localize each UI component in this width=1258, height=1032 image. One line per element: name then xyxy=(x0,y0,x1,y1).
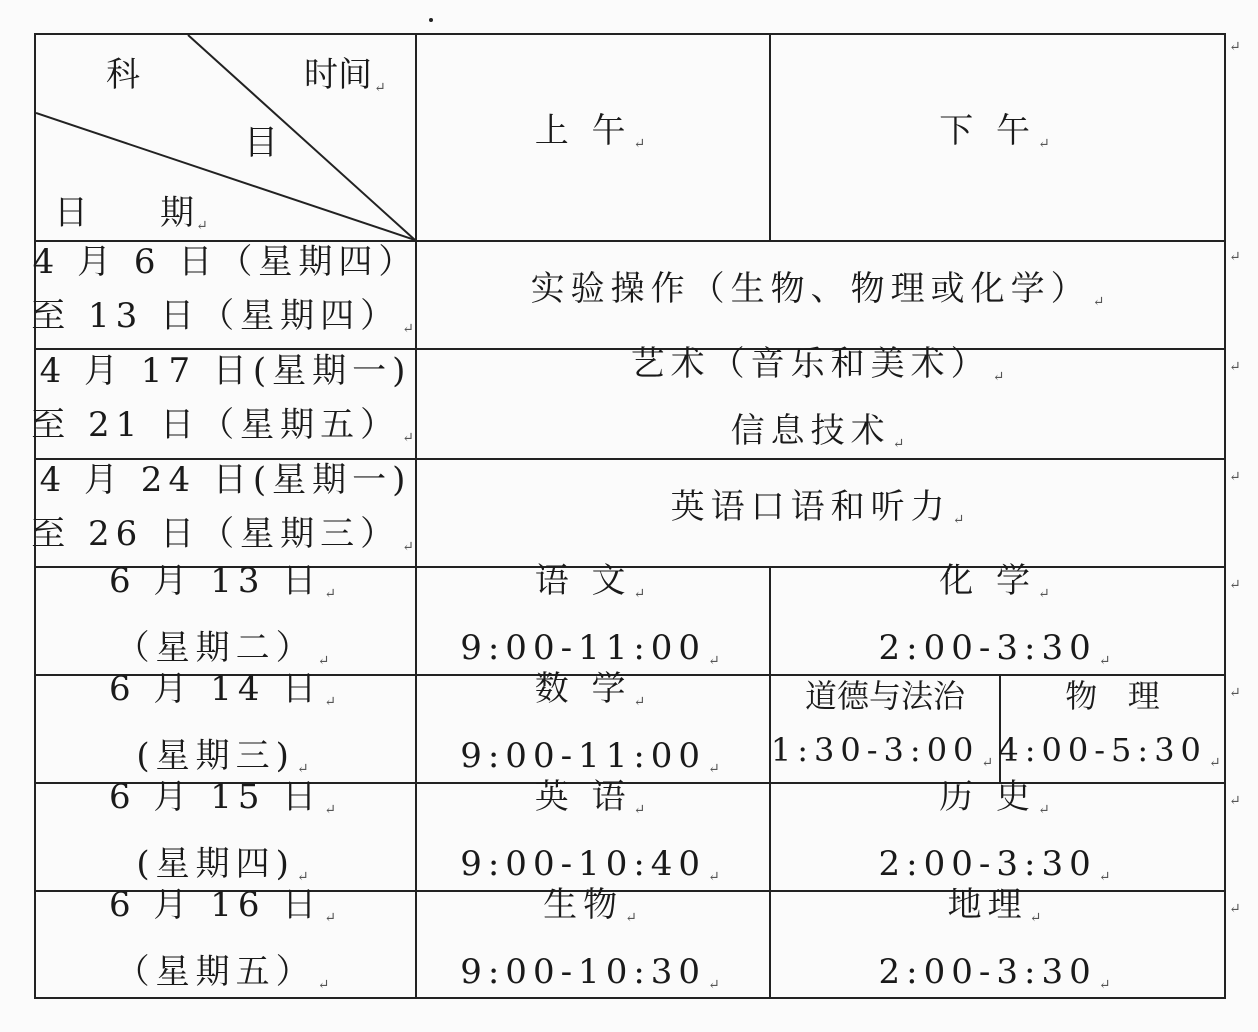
row-end-mark: ↵ xyxy=(1229,685,1241,701)
afternoon-header: 下 午 ↵ xyxy=(771,35,1224,242)
date-cell: 4 月 17 日(星期一) 至 21 日（星期五） ↵ xyxy=(36,350,417,460)
subject-char-2: 目 xyxy=(244,123,278,163)
date-char-2: 期 ↵ xyxy=(160,193,208,246)
afternoon-exam-cell: 化 学 ↵ 2:00-3:30 ↵ xyxy=(771,568,1224,676)
row-end-mark: ↵ xyxy=(1229,469,1241,485)
date-cell: 4 月 6 日（星期四） 至 13 日（星期四） ↵ xyxy=(36,242,417,350)
subject-char-1: 科 xyxy=(106,55,140,95)
morning-header: 上 午 ↵ xyxy=(417,35,771,242)
row-end-mark: ↵ xyxy=(1229,39,1241,55)
afternoon-exam-cell-1: 道德与法治 1:30-3:00 ↵ xyxy=(771,676,1001,784)
time-label: 时间 ↵ xyxy=(304,55,386,108)
span-cell: 艺术（音乐和美术） ↵ 信息技术 ↵ xyxy=(417,350,1224,460)
row-end-mark: ↵ xyxy=(1229,577,1241,593)
diagonal-header-cell xyxy=(36,35,417,242)
span-cell: 英语口语和听力 ↵ xyxy=(417,460,1224,568)
date-cell: 6 月 15 日 ↵ (星期四) ↵ xyxy=(36,784,417,892)
row-end-mark: ↵ xyxy=(1229,359,1241,375)
date-cell: 6 月 13 日 ↵ （星期二） ↵ xyxy=(36,568,417,676)
exam-schedule-table xyxy=(31,33,1226,999)
afternoon-exam-cell: 历 史 ↵ 2:00-3:30 ↵ xyxy=(771,784,1224,892)
afternoon-exam-cell: 地理 ↵ 2:00-3:30 ↵ xyxy=(771,892,1224,997)
row-end-mark: ↵ xyxy=(1229,793,1241,809)
afternoon-exam-cell-2: 物 理 4:00-5:30 ↵ xyxy=(1001,676,1224,784)
row-end-mark: ↵ xyxy=(1229,901,1241,917)
morning-exam-cell: 语 文 ↵ 9:00-11:00 ↵ xyxy=(417,568,771,676)
date-char-1: 日 xyxy=(54,193,88,233)
stray-dot xyxy=(429,18,433,22)
span-cell: 实验操作（生物、物理或化学） ↵ xyxy=(417,242,1224,350)
date-cell: 6 月 14 日 ↵ (星期三) ↵ xyxy=(36,676,417,784)
date-cell: 4 月 24 日(星期一) 至 26 日（星期三） ↵ xyxy=(36,460,417,568)
morning-exam-cell: 生物 ↵ 9:00-10:30 ↵ xyxy=(417,892,771,997)
row-end-mark: ↵ xyxy=(1229,249,1241,265)
morning-exam-cell: 英 语 ↵ 9:00-10:40 ↵ xyxy=(417,784,771,892)
date-cell: 6 月 16 日 ↵ （星期五） ↵ xyxy=(36,892,417,997)
morning-exam-cell: 数 学 ↵ 9:00-11:00 ↵ xyxy=(417,676,771,784)
